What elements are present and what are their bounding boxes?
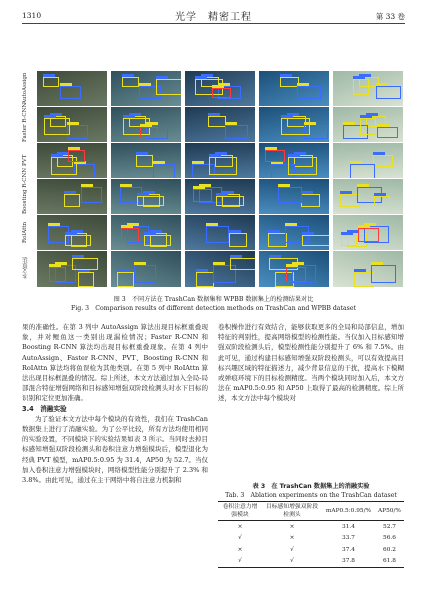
- bounding-box: [122, 77, 139, 87]
- table-header-row: [218, 502, 404, 521]
- bounding-box: [153, 164, 175, 179]
- box-label: [192, 161, 204, 164]
- box-label: [43, 74, 55, 77]
- detection-results-figure: [22, 70, 407, 290]
- detection-image: [110, 250, 182, 288]
- col-header-attention: 卷积注意力增强模块: [218, 502, 262, 521]
- box-label: [377, 124, 389, 127]
- box-label: [206, 223, 218, 226]
- table-cell: √: [218, 556, 262, 568]
- box-label: [65, 232, 77, 235]
- bounding-box: [144, 235, 171, 246]
- table-cell: 61.8: [375, 556, 404, 568]
- table-cell: ×: [237, 546, 243, 553]
- detection-image: [258, 142, 330, 180]
- journal-title: 光学 精密工程: [175, 12, 252, 23]
- box-label: [153, 161, 165, 164]
- bounding-box: [216, 196, 244, 206]
- box-label: [139, 83, 151, 86]
- table-cell: ×: [237, 523, 243, 530]
- bounding-box: [358, 228, 379, 242]
- detection-image: [332, 178, 404, 216]
- right-column: [218, 322, 404, 404]
- box-label: [68, 147, 80, 150]
- section-heading: 3.4 消融实验: [22, 404, 67, 413]
- box-label: [343, 122, 355, 125]
- table-cell: 60.2: [383, 546, 396, 553]
- box-label: [288, 154, 300, 157]
- bounding-box: [68, 150, 85, 162]
- bounding-box: [209, 157, 237, 175]
- detection-image: [36, 70, 108, 108]
- bounding-box: [134, 265, 156, 283]
- box-label: [134, 262, 146, 265]
- bounding-box: [353, 79, 369, 95]
- box-label: [60, 83, 72, 86]
- detection-image: [36, 178, 108, 216]
- box-label: [136, 152, 148, 155]
- bounding-box: [371, 265, 396, 283]
- detection-image: [110, 214, 182, 252]
- box-label: [358, 225, 370, 228]
- box-label: [278, 184, 290, 187]
- box-label: [213, 262, 225, 265]
- bounding-box: [288, 157, 317, 175]
- table-cell: √: [290, 546, 294, 553]
- box-label: [122, 74, 134, 77]
- row-label-boosting-rcnn: Boosting R-CNN: [22, 167, 28, 214]
- row-label-rolattn: RolAttn: [22, 221, 28, 243]
- detection-image: [36, 214, 108, 252]
- col-header-head: 目标感知增强双阶段检测头: [262, 502, 322, 521]
- box-label: [268, 230, 280, 233]
- header-rule: [22, 23, 405, 24]
- bounding-box: [374, 196, 390, 206]
- bounding-box: [265, 150, 285, 162]
- left-paragraph-2: 为了验证本文方法中每个模块的有效性，我们在 TrashCan 数据集上进行了消融实验。为了公平比较，所有方法均使用相同的实验设置，不同模块下的实验结果如表 3 所示。当同时去掉目标感知增强双阶段检测头和卷积注意力增强模块后，模型退化为经典 PVT 模型，mAP0.5:0.95 为 31.4，AP50 为 52.7。当仅加入卷积注意力增强模块时，网络模型性能分别提升了 2.3% 和 3.8%。由此可见，通过在主干网络中将自注意力机制和: [22, 414, 208, 485]
- box-label: [49, 264, 61, 267]
- box-label: [374, 193, 386, 196]
- bounding-box: [229, 233, 247, 247]
- table-cell: ×: [289, 535, 295, 542]
- bounding-box: [373, 155, 393, 167]
- box-label: [230, 255, 242, 258]
- table-row: [218, 544, 404, 556]
- bounding-box: [225, 125, 248, 139]
- detection-image: [184, 70, 256, 108]
- detection-image: [258, 106, 330, 144]
- box-label: [269, 255, 281, 258]
- box-label: [193, 186, 205, 189]
- bounding-box: [136, 155, 153, 167]
- detection-image: [36, 142, 108, 180]
- detection-image: [184, 178, 256, 216]
- bounding-box: [74, 164, 95, 179]
- detection-image: [332, 214, 404, 252]
- col-header-map: mAP0.5:0.95/%: [322, 502, 375, 521]
- bounding-box: [212, 88, 231, 98]
- bounding-box: [64, 194, 80, 207]
- bounding-box: [81, 187, 102, 203]
- bounding-box: [117, 272, 134, 287]
- table-title-cn: 表 3 在 TrashCan 数据集上的消融实验: [252, 483, 370, 490]
- table-cell: 37.4: [342, 546, 355, 553]
- table-cell: 52.7: [383, 523, 396, 530]
- box-label: [341, 232, 353, 235]
- col-header-ap50: AP50/%: [375, 502, 404, 521]
- bounding-box: [60, 86, 81, 99]
- bounding-box: [376, 86, 401, 99]
- detection-image: [258, 178, 330, 216]
- bounding-box: [121, 228, 139, 242]
- box-label: [64, 191, 76, 194]
- left-paragraph-1: 果的准确性。在第 3 列中 AutoAssign 算法出现目标框重叠现象，并对鲤鱼这一类别出现漏检情况；Faster R-CNN 和 Boosting R-CNN 算法均出现目标框重叠现象。在第 4 列中 AutoAssign、Faster R-CNN、PVT、Boosting R-CNN 和 RoIAttn 算法均将鱼误检为其他类别。在第 5 列中 RoIAttn 算法出现目标框混叠的情况。综上所述，本文方法通过加入全局-局部混合特征增强网络和目标感知增强双阶段检测头对水下目标的识别和定位更加准确。: [22, 323, 208, 403]
- detection-image: [110, 178, 182, 216]
- box-label: [350, 161, 362, 164]
- detection-image: [184, 250, 256, 288]
- detection-image: [332, 250, 404, 288]
- bounding-box: [49, 267, 66, 282]
- row-label-ours: 本文算法: [23, 257, 29, 279]
- box-label: [297, 83, 309, 86]
- bounding-box: [302, 235, 330, 246]
- bounding-box: [193, 189, 212, 202]
- box-label: [265, 147, 277, 150]
- box-label: [208, 113, 220, 116]
- box-label: [301, 191, 313, 194]
- box-label: [117, 269, 129, 272]
- box-label: [212, 85, 224, 88]
- box-label: [156, 76, 168, 79]
- row-label-faster-rcnn: Faster R-CNN: [22, 102, 28, 142]
- table-row: [218, 521, 404, 533]
- table-row: [218, 556, 404, 568]
- bounding-box: [196, 272, 214, 287]
- bounding-box: [286, 267, 306, 282]
- bounding-box: [44, 118, 70, 135]
- volume-label: 第 33 卷: [375, 12, 405, 21]
- box-label: [229, 230, 241, 233]
- detection-image: [258, 214, 330, 252]
- bounding-box: [72, 258, 98, 270]
- table-cell: √: [262, 556, 322, 568]
- box-label: [121, 225, 133, 228]
- row-label-pvt: PVT: [22, 154, 28, 166]
- box-label: [353, 76, 365, 79]
- bounding-box: [140, 127, 158, 138]
- bounding-box: [278, 187, 302, 203]
- box-label: [120, 184, 132, 187]
- box-label: [357, 184, 369, 187]
- bounding-box: [230, 258, 256, 270]
- bounding-box: [350, 164, 375, 179]
- bounding-box: [208, 116, 226, 127]
- detection-image: [36, 250, 108, 288]
- table-cell: 31.4: [342, 523, 355, 530]
- box-label: [195, 76, 207, 79]
- box-label: [225, 122, 237, 125]
- bounding-box: [156, 79, 182, 95]
- bounding-box: [43, 77, 59, 87]
- detection-image: [110, 142, 182, 180]
- bounding-box: [67, 125, 88, 139]
- table-cell: 37.8: [322, 556, 375, 568]
- box-label: [216, 193, 228, 196]
- box-label: [373, 152, 385, 155]
- bounding-box: [301, 194, 320, 207]
- bounding-box: [137, 196, 164, 206]
- box-label: [281, 115, 293, 118]
- box-label: [81, 184, 93, 187]
- bounding-box: [360, 118, 376, 135]
- detection-image: [258, 250, 330, 288]
- box-label: [280, 74, 292, 77]
- ablation-table: [218, 501, 404, 568]
- detection-image: [110, 70, 182, 108]
- box-label: [44, 115, 56, 118]
- box-label: [354, 269, 366, 272]
- box-label: [340, 191, 352, 194]
- box-label: [196, 269, 208, 272]
- box-label: [140, 124, 152, 127]
- detection-image: [332, 106, 404, 144]
- detection-image: [332, 70, 404, 108]
- figure-caption-en: Fig. 3 Comparison results of different detection methods on TrashCan and WPBB dataset: [70, 305, 356, 312]
- detection-image: [184, 142, 256, 180]
- box-label: [360, 115, 372, 118]
- table-title-en: Tab. 3 Ablation experiments on the TrashCan dataset: [225, 492, 397, 499]
- box-label: [376, 83, 388, 86]
- box-label: [123, 115, 135, 118]
- box-label: [286, 264, 298, 267]
- table-row: [218, 533, 404, 545]
- table-cell: √: [238, 535, 242, 542]
- bounding-box: [65, 235, 91, 246]
- box-label: [144, 232, 156, 235]
- detection-image: [332, 142, 404, 180]
- detection-image: [184, 214, 256, 252]
- table-cell: 33.7: [342, 535, 355, 542]
- box-label: [302, 232, 314, 235]
- detection-image: [36, 106, 108, 144]
- row-label-autoassign: AutoAssign: [22, 72, 28, 104]
- box-label: [209, 154, 221, 157]
- left-column: [22, 322, 208, 485]
- detection-image: [110, 106, 182, 144]
- page-number: 1310: [22, 11, 42, 20]
- box-label: [48, 223, 60, 226]
- bounding-box: [297, 86, 321, 99]
- figure-caption-cn: 图 3 不同方法在 TrashCan 数据集和 WPBB 数据集上的检测结果对比: [113, 296, 314, 303]
- box-label: [285, 223, 297, 226]
- detection-image: [184, 106, 256, 144]
- running-header: [22, 5, 405, 23]
- table-cell: 56.6: [383, 535, 396, 542]
- bounding-box: [206, 226, 229, 243]
- box-label: [137, 193, 149, 196]
- bounding-box: [341, 235, 357, 246]
- box-label: [72, 255, 84, 258]
- right-paragraph-1: 卷积操作进行有效结合，能够获取更多的全局和局部信息，增加特征的判别性，提高网络模型的检测性能。当仅加入目标感知增强双阶段检测头后，模型检测性能分别提升了 6% 和 7.5%。由此可见，通过构建目标感知增强双阶段检测头，可以有效提高目标兴趣区域的特征描述力，减少背景信息的干扰，提高水下模糊或弹痕环境下的目标检测精度。当两个模块同时加入后，本文方法在 mAP0.5:0.95 和 AP50 上取得了最高的检测精度。综上所述，本文方法中每个模块对: [218, 323, 404, 403]
- table-cell: ×: [289, 523, 295, 530]
- bounding-box: [78, 272, 94, 287]
- detection-image: [258, 70, 330, 108]
- box-label: [51, 154, 63, 157]
- bounding-box: [281, 118, 310, 135]
- bounding-box: [377, 127, 398, 138]
- box-label: [371, 262, 383, 265]
